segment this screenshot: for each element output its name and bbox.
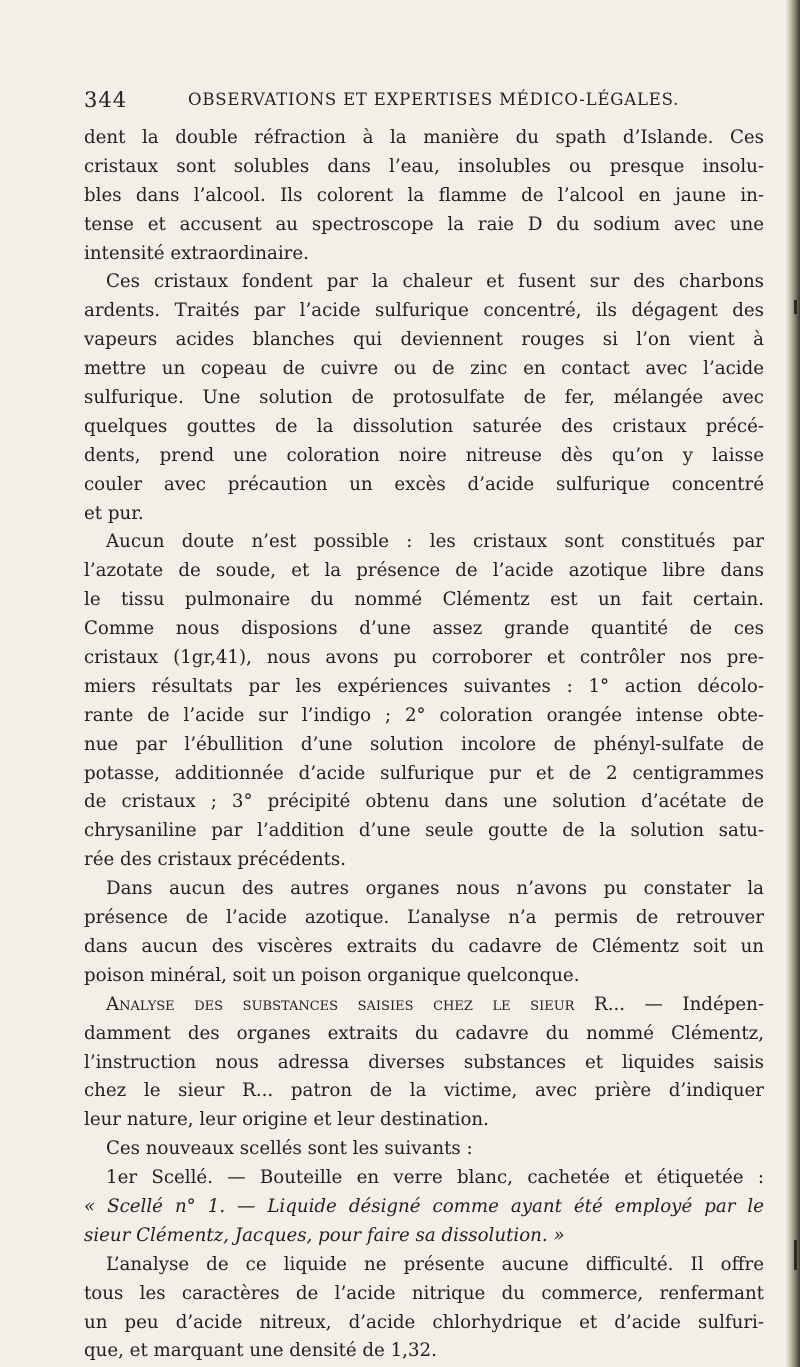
text-line: dents, prend une coloration noire nitreuse dès qu’on y laisse [84, 444, 764, 466]
text-line: poison minéral, soit un poison organique quelconque. [84, 964, 580, 986]
text-line: l’instruction nous adressa diverses substances et liquides saisis [84, 1051, 764, 1073]
text-line: cristaux (1gr,41), nous avons pu corroborer et contrôler nos pre- [84, 647, 764, 669]
text-line: miers résultats par les expériences suivantes : 1° action décolo- [84, 675, 764, 697]
text-line: damment des organes extraits du cadavre du nommé Clémentz, [84, 1022, 764, 1044]
text-line: que, et marquant une densité de 1,32. [84, 1340, 437, 1362]
text-line: potasse, additionnée d’acide sulfurique pur et de 2 centigrammes [84, 762, 764, 784]
text-line: un peu d’acide nitreux, d’acide chlorhydrique et d’acide sulfuri- [84, 1311, 764, 1333]
edge-mark [794, 1240, 797, 1270]
text-line: le tissu pulmonaire du nommé Clémentz est un fait certain. [84, 589, 764, 611]
text-line: vapeurs acides blanches qui deviennent rouges si l’on vient à [84, 329, 764, 351]
text-line: L’analyse de ce liquide ne présente aucune difficulté. Il offre [106, 1253, 764, 1275]
text-line: dans aucun des viscères extraits du cadavre de Clémentz soit un [84, 935, 764, 957]
text-line: mettre un copeau de cuivre ou de zinc en contact avec l’acide [84, 358, 764, 380]
text-line: cristaux sont solubles dans l’eau, insolubles ou presque insolu- [84, 155, 764, 177]
text-line: « Scellé n° 1. — Liquide désigné comme ayant été employé par le [84, 1195, 764, 1217]
text-line: Comme nous disposions d’une assez grande quantité de ces [84, 618, 764, 640]
running-title: OBSERVATIONS ET EXPERTISES MÉDICO-LÉGALES. [188, 90, 680, 109]
text-line: sulfurique. Une solution de protosulfate de fer, mélangée avec [84, 387, 764, 409]
page-header [84, 88, 764, 116]
text-line: et pur. [84, 502, 144, 524]
text-line: Ces nouveaux scellés sont les suivants : [106, 1138, 473, 1160]
text-line: de cristaux ; 3° précipité obtenu dans une solution d’acétate de [84, 791, 764, 813]
page-edge-shadow [786, 0, 800, 1367]
text-line: ardents. Traités par l’acide sulfurique concentré, ils dégagent des [84, 300, 764, 322]
text-line: Aucun doute n’est possible : les cristaux sont constitués par [106, 531, 764, 553]
text-line: dent la double réfraction à la manière du spath d’Islande. Ces [84, 127, 764, 148]
text-line: Dans aucun des autres organes nous n’avons pu constater la [106, 878, 764, 900]
edge-mark [794, 300, 797, 314]
text-line: couler avec précaution un excès d’acide sulfurique concentré [84, 473, 764, 495]
text-line: leur nature, leur origine et leur destination. [84, 1109, 489, 1131]
text-line: Analyse des substances saisies chez le sieur R... — Indépen- [106, 993, 764, 1015]
text-line: présence de l’acide azotique. L’analyse n’a permis de retrouver [84, 907, 764, 929]
text-line: rante de l’acide sur l’indigo ; 2° coloration orangée intense obte- [84, 704, 764, 726]
text-line: quelques gouttes de la dissolution saturée des cristaux précé- [84, 415, 764, 437]
page-number: 344 [84, 88, 128, 112]
text-line: 1er Scellé. — Bouteille en verre blanc, cachetée et étiquetée : [106, 1167, 764, 1189]
text-line: sieur Clémentz, Jacques, pour faire sa dissolution. » [84, 1224, 565, 1246]
text-line: chrysaniline par l’addition d’une seule goutte de la solution satu- [84, 820, 764, 842]
body-text [84, 124, 764, 1366]
text-line: rée des cristaux précédents. [84, 849, 347, 871]
text-line: l’azotate de soude, et la présence de l’acide azotique libre dans [84, 560, 764, 582]
text-line: nue par l’ébullition d’une solution incolore de phényl-sulfate de [84, 733, 764, 755]
text-line: intensité extraordinaire. [84, 242, 309, 264]
text-line: bles dans l’alcool. Ils colorent la flamme de l’alcool en jaune in- [84, 184, 764, 206]
text-line: tense et accusent au spectroscope la raie D du sodium avec une [84, 213, 764, 235]
text-line: chez le sieur R... patron de la victime, avec prière d’indiquer [84, 1080, 764, 1102]
text-line: tous les caractères de l’acide nitrique du commerce, renfermant [84, 1282, 764, 1304]
text-line: Ces cristaux fondent par la chaleur et fusent sur des charbons [106, 271, 764, 293]
